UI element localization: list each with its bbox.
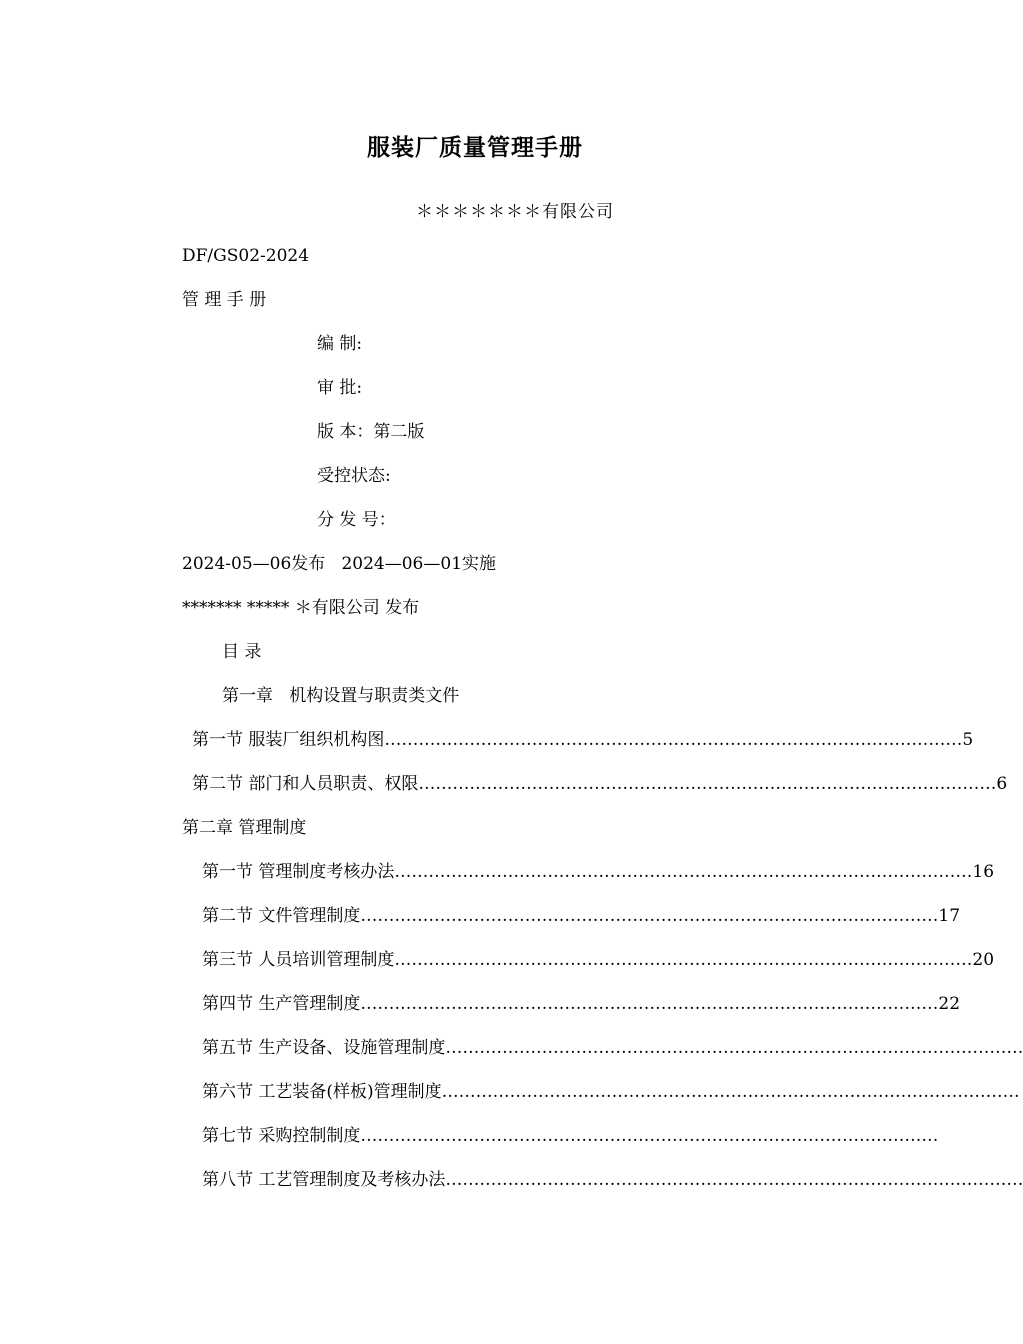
toc-entry-page: 17 [938, 906, 961, 926]
toc-entry-name: 第四节 生产管理制度 [202, 994, 361, 1014]
toc-leader: ………………………………………………………………………………………… [418, 774, 997, 794]
company-line: ＊＊＊＊＊＊＊有限公司 [416, 202, 614, 222]
toc-entry [192, 772, 1008, 796]
toc-entry-name: 第一节 服装厂组织机构图 [192, 730, 385, 750]
toc-chapter-2: 第二章 管理制度 [182, 818, 307, 838]
toc-heading: 目 录 [222, 642, 262, 662]
toc-entry-page: 6 [996, 774, 1008, 794]
toc-entry [202, 948, 995, 972]
toc-entry [202, 1080, 1020, 1104]
toc-leader: ………………………………………………………………………………………… [360, 906, 939, 926]
toc-entry [202, 904, 961, 928]
toc-entry-name: 第二节 文件管理制度 [202, 906, 361, 926]
toc-entry-name: 第八节 工艺管理制度及考核办法 [202, 1170, 446, 1190]
toc-leader: ………………………………………………………………………………………… [394, 862, 973, 882]
field-control-status: 受控状态: [317, 466, 391, 486]
toc-entry-page: 5 [962, 730, 974, 750]
toc-leader: ………………………………………………………………………………………… [394, 950, 973, 970]
toc-leader: ………………………………………………………………………………………… [445, 1038, 1023, 1058]
field-distribution-number: 分 发 号： [317, 510, 396, 530]
manual-label: 管 理 手 册 [182, 290, 267, 310]
toc-entry-name: 第一节 管理制度考核办法 [202, 862, 395, 882]
toc-entry [202, 992, 961, 1016]
toc-entry-name: 第二节 部门和人员职责、权限 [192, 774, 419, 794]
toc-entry-name: 第六节 工艺装备(样板)管理制度 [202, 1082, 442, 1102]
toc-entry-name: 第五节 生产设备、设施管理制度 [202, 1038, 446, 1058]
toc-entry-page: 22 [938, 994, 961, 1014]
toc-entry-page: 20 [972, 950, 995, 970]
toc-entry-name: 第七节 采购控制制度 [202, 1126, 361, 1146]
toc-entry-name: 第三节 人员培训管理制度 [202, 950, 395, 970]
toc-chapter-1: 第一章 机构设置与职责类文件 [222, 686, 460, 706]
toc-entry-page: 16 [972, 862, 995, 882]
toc-entry [202, 1036, 1023, 1060]
toc-entry [202, 1124, 939, 1148]
field-version: 版 本：第二版 [317, 422, 425, 442]
document-title: 服装厂质量管理手册 [367, 134, 583, 161]
publisher-line: ******* ***** ＊有限公司 发布 [182, 598, 420, 618]
toc-leader: ………………………………………………………………………………………… [360, 1126, 939, 1146]
toc-leader: ………………………………………………………………………………………… [445, 1170, 1023, 1190]
toc-entry [202, 1168, 1023, 1192]
toc-leader: ………………………………………………………………………………………… [360, 994, 939, 1014]
toc-entry [192, 728, 974, 752]
publish-dates: 2024-05—06发布 2024—06—01实施 [182, 554, 497, 574]
document-code: DF/GS02-2024 [182, 246, 310, 266]
field-compiled: 编 制: [317, 334, 363, 354]
toc-leader: ………………………………………………………………………………………… [384, 730, 963, 750]
toc-entry [202, 860, 995, 884]
toc-leader: ………………………………………………………………………………………… [441, 1082, 1020, 1102]
field-approved: 审 批: [317, 378, 363, 398]
